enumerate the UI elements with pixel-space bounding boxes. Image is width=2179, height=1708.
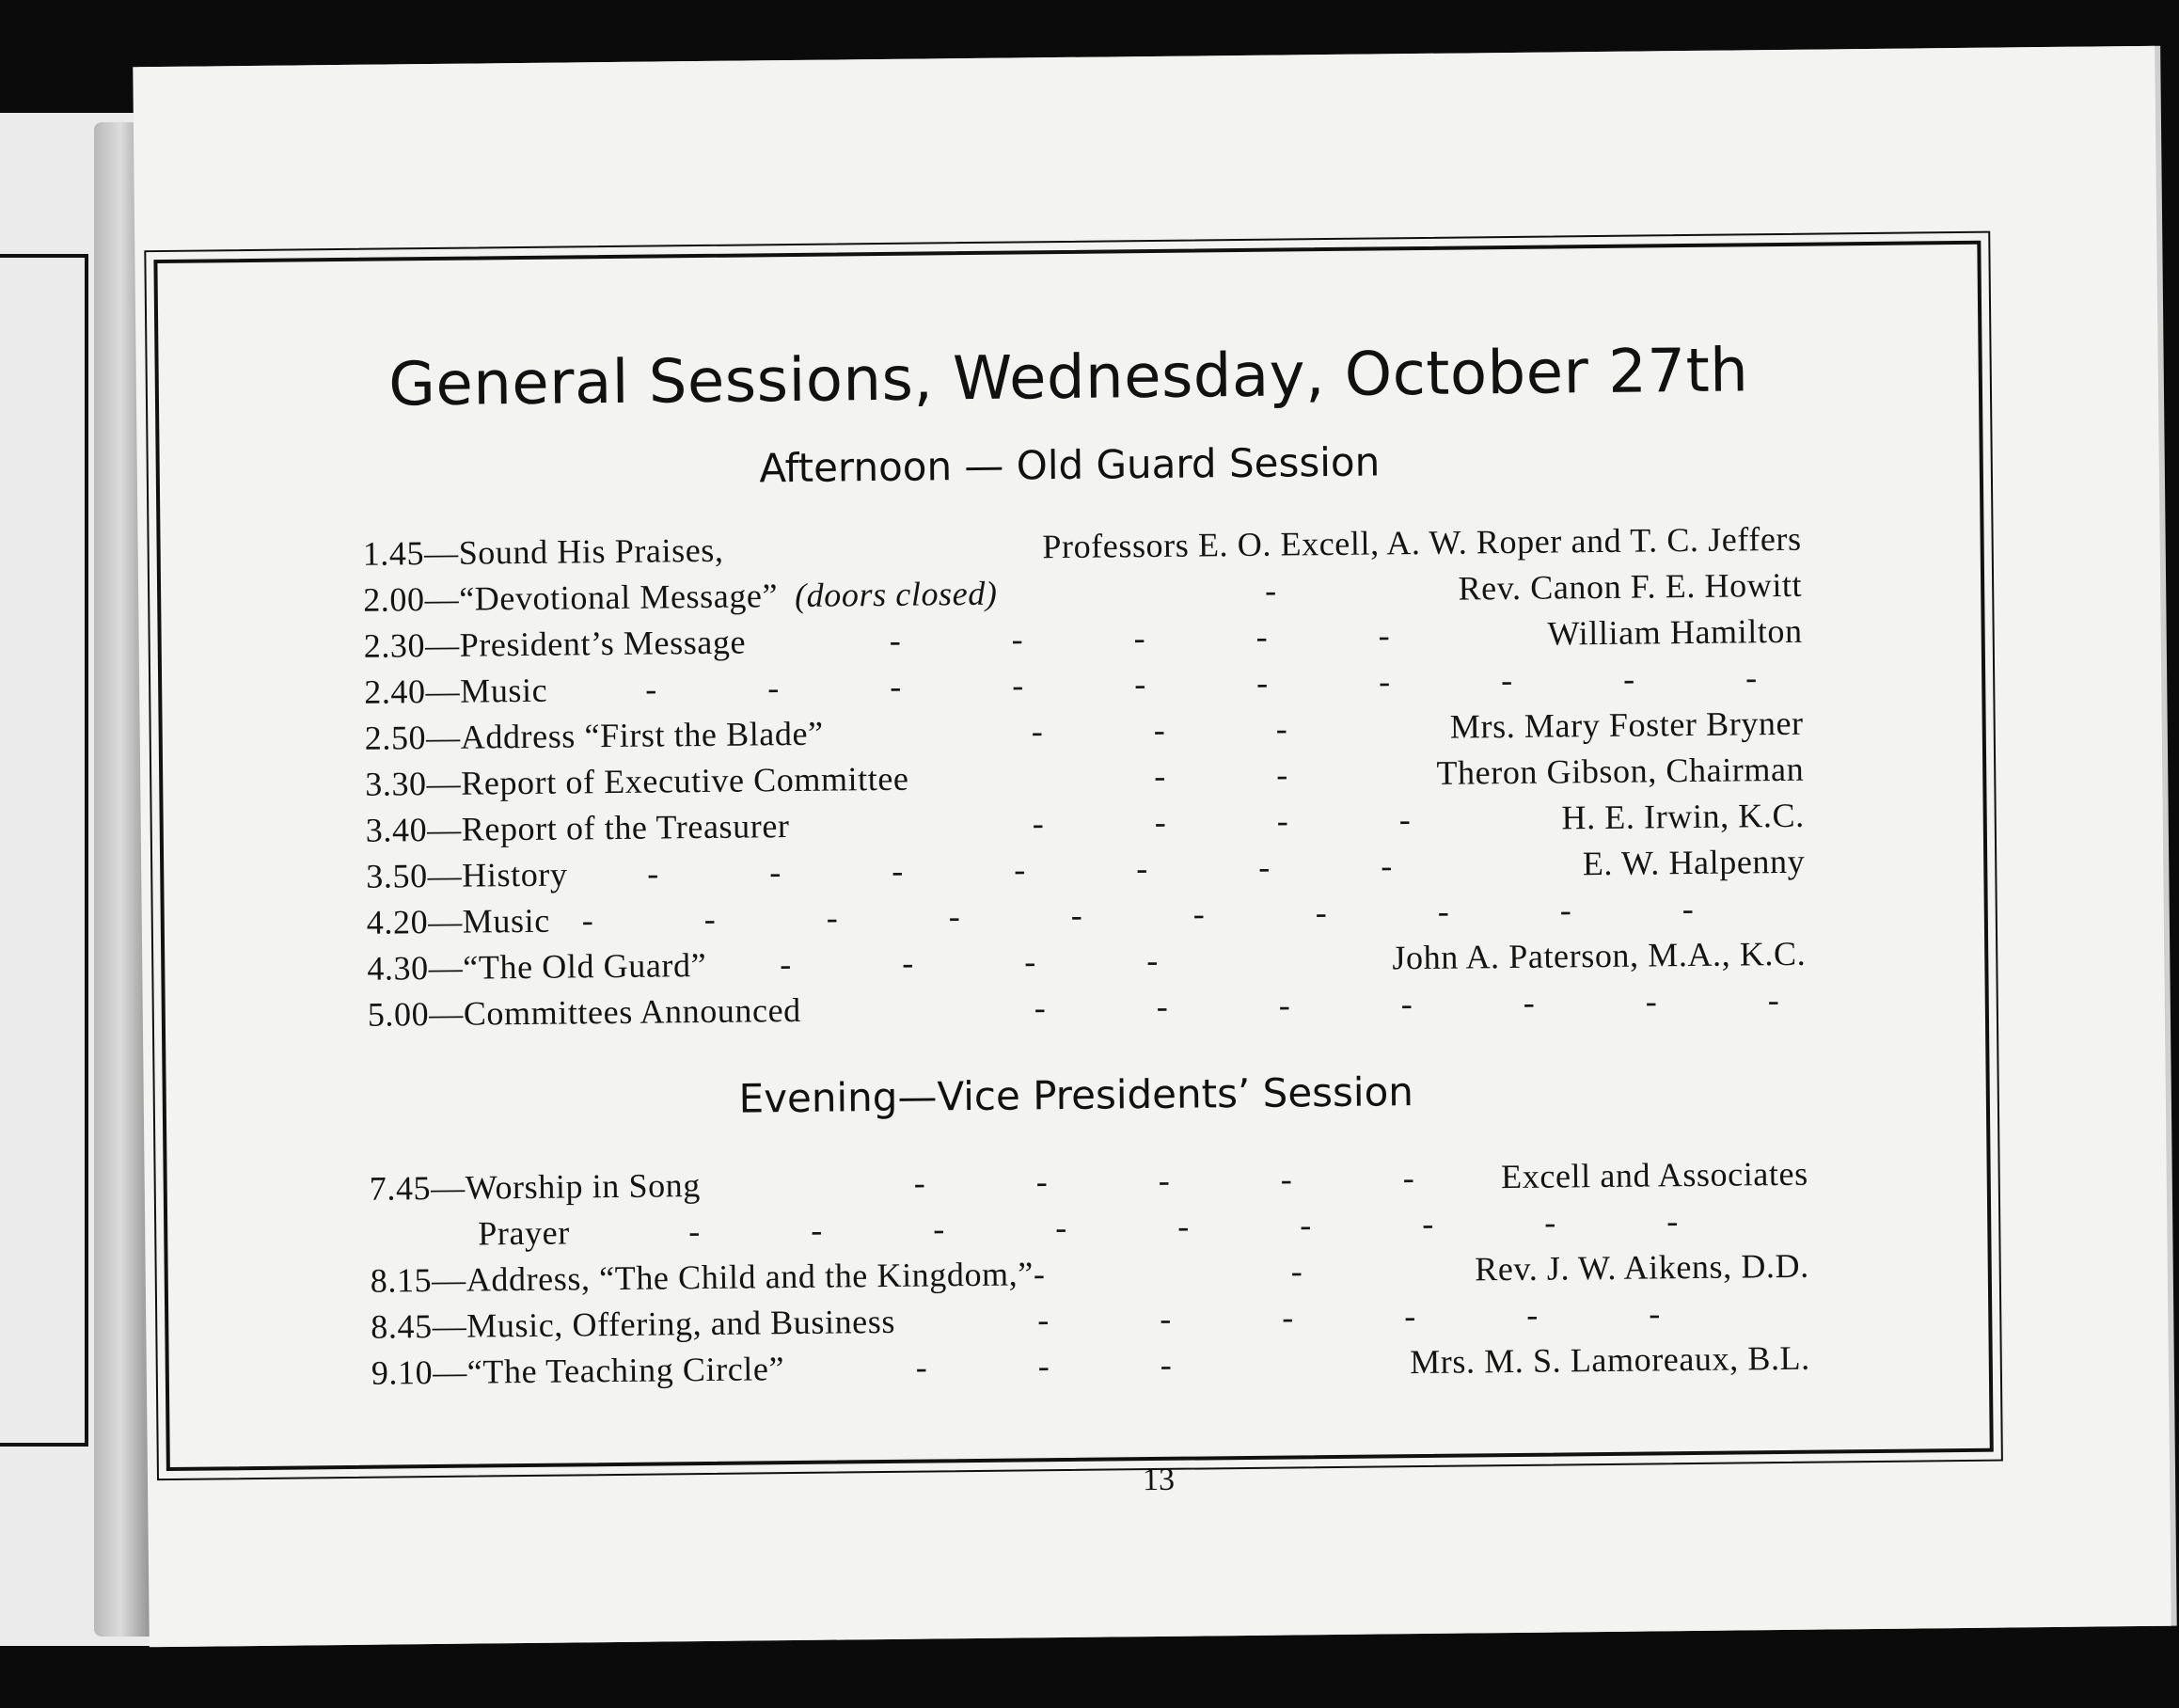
program-item-speaker: Mrs. M. S. Lamoreaux, B.L. xyxy=(1409,1338,1810,1382)
program-item-title: 9.10—“The Teaching Circle” xyxy=(371,1350,785,1392)
leader-dashes: - - - - - - - xyxy=(1034,981,1779,1027)
program-item-title: 2.50—Address “First the Blade” xyxy=(364,714,824,757)
program-item-speaker: H. E. Irwin, K.C. xyxy=(1561,796,1805,837)
program-item-speaker: Excell and Associates xyxy=(1500,1154,1808,1196)
program-item-title: 3.30—Report of Executive Committee xyxy=(365,759,909,803)
leader-dashes: - - - xyxy=(915,1345,1172,1386)
program-item-title: 5.00—Committees Announced xyxy=(367,990,801,1034)
program-item-title: 2.40—Music xyxy=(364,671,548,711)
leader-dashes: - - - - - - xyxy=(1037,1294,1661,1339)
leader-dashes: - - - - - - - - - - xyxy=(645,658,1758,708)
program-item-title: 8.45—Music, Offering, and Business xyxy=(371,1302,896,1346)
evening-program-list xyxy=(370,1154,1810,1400)
program-item-speaker: Rev. J. W. Aikens, D.D. xyxy=(1475,1246,1809,1289)
program-item-title: 7.45—Worship in Song xyxy=(369,1166,702,1208)
program-item-title: 2.00—“Devotional Message” (doors closed) xyxy=(362,574,998,619)
program-item-speaker: Mrs. Mary Foster Bryner xyxy=(1449,704,1804,746)
program-item-speaker: E. W. Halpenny xyxy=(1582,842,1806,883)
program-item-title: 3.40—Report of the Treasurer xyxy=(365,807,790,849)
program-page xyxy=(133,46,2171,1647)
facing-page-border xyxy=(0,254,88,1447)
program-item-title: Prayer xyxy=(478,1213,571,1253)
program-item-speaker: William Hamilton xyxy=(1547,611,1803,653)
leader-dashes: - - - - - xyxy=(913,1159,1414,1202)
afternoon-program-list xyxy=(362,519,1807,1041)
leader-dashes: - xyxy=(1290,1252,1303,1290)
program-item-title: 1.45—Sound His Praises, xyxy=(362,530,724,573)
afternoon-session-heading: Afternoon — Old Guard Session xyxy=(759,438,1381,492)
leader-dashes: - - - - xyxy=(1032,800,1411,843)
page-number: 13 xyxy=(1142,1462,1176,1498)
leader-dashes: - xyxy=(1264,571,1277,609)
program-item-title: 8.15—Address, “The Child and the Kingdom,”- xyxy=(370,1255,1046,1300)
program-item-title: 4.20—Music xyxy=(366,901,550,941)
program-item-speaker: Professors E. O. Excell, A. W. Roper and T. C. Jeffers xyxy=(1042,519,1802,566)
leader-dashes: - - - - - - - - - xyxy=(688,1202,1679,1251)
program-item-speaker: John A. Paterson, M.A., K.C. xyxy=(1392,934,1807,977)
page-border xyxy=(153,241,1993,1471)
program-item-speaker: Rev. Canon F. E. Howitt xyxy=(1458,565,1803,608)
leader-dashes: - - - - - - - - - - xyxy=(581,889,1694,940)
leader-dashes: - - - - - - - xyxy=(647,846,1393,893)
program-item-title: 3.50—History xyxy=(366,855,568,895)
program-item-title: 2.30—President’s Message xyxy=(363,623,747,665)
leader-dashes: - - - xyxy=(1031,709,1287,751)
leader-dashes: - - - - xyxy=(780,941,1159,984)
leader-dashes: - - - - - xyxy=(889,616,1390,659)
leader-dashes: - - xyxy=(1154,755,1288,795)
page-title: General Sessions, Wednesday, October 27th xyxy=(387,336,1749,420)
program-item-title: 4.30—“The Old Guard” xyxy=(367,945,707,988)
program-item-speaker: Theron Gibson, Chairman xyxy=(1436,750,1805,792)
evening-session-heading: Evening—Vice Presidents’ Session xyxy=(738,1068,1414,1122)
program-item-note: (doors closed) xyxy=(794,574,998,614)
